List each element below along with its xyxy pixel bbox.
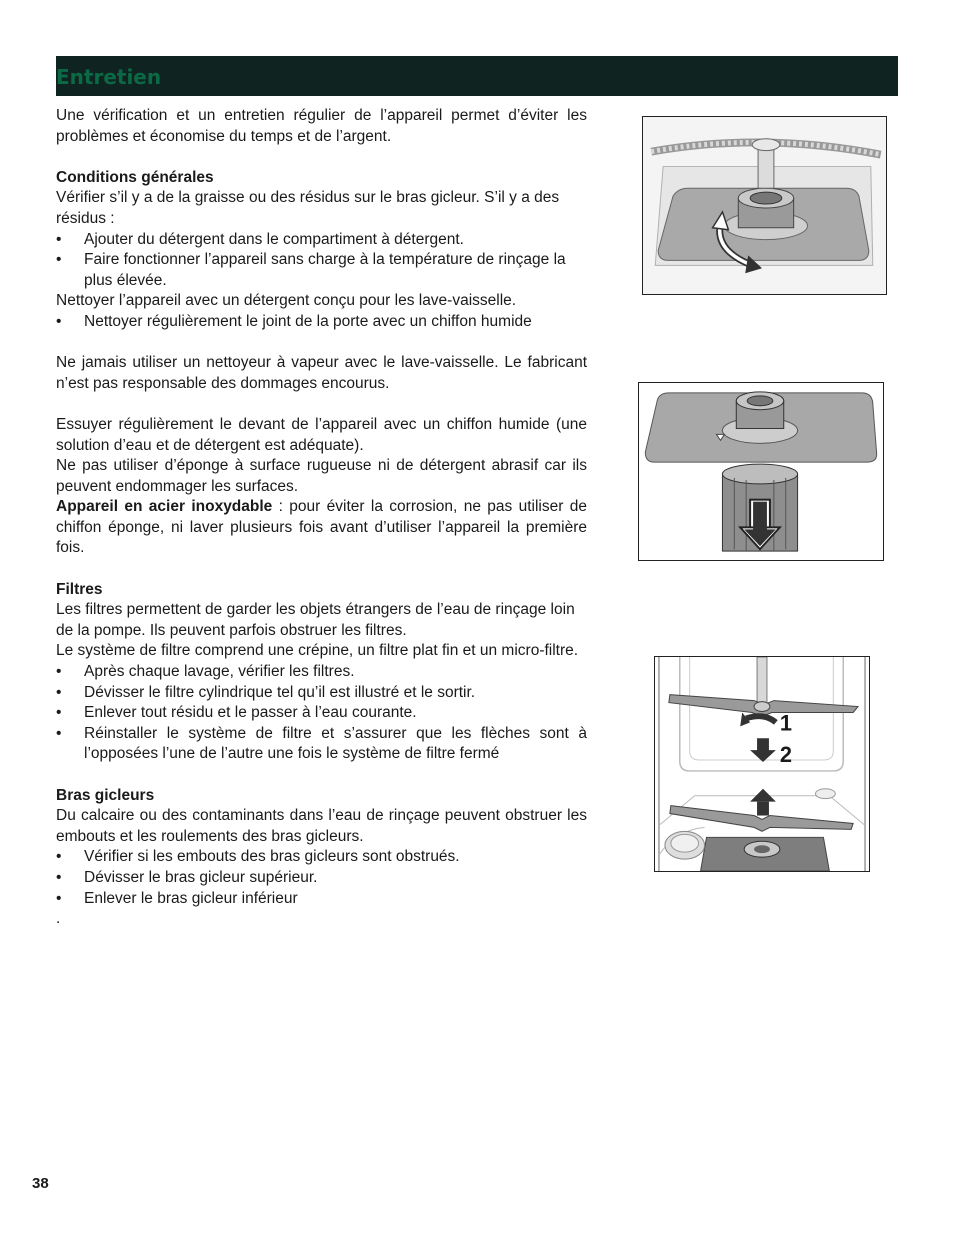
spray-arms-illustration [654,656,870,872]
stainless-paragraph: Appareil en acier inoxydable : pour éviter la corrosion, ne pas utiliser de chiffon éponge, ni laver plusieurs fois avant d’utiliser l’appareil la première fois. [56,498,587,557]
list-item: • Réinstaller le système de filtre et s’assurer que les flèches sont à l’opposées l’une de l’autre une fois le système de filtre fermé [56,724,587,763]
filters-bullet-list [56,662,587,765]
section-title: Entretien [56,65,162,89]
general-heading: Conditions générales [56,168,214,186]
list-item: • Dévisser le filtre cylindrique tel qu’il est illustré et le sortir. [56,683,476,701]
filters-text-1: Les filtres permettent de garder les objets étrangers de l’eau de rinçage loin de la pompe. Ils peuvent parfois obstruer les filtres. [56,601,575,639]
intro-paragraph: Une vérification et un entretien régulier de l’appareil permet d’éviter les problèmes et économise du temps et de l’argent. [56,107,587,145]
filter-unscrew-illustration [642,116,887,295]
general-text-2: Nettoyer l’appareil avec un détergent conçu pour les lave-vaisselle. [56,292,517,310]
list-item: • Vérifier si les embouts des bras gicleurs sont obstrués. [56,848,460,866]
filter-removal-drawing [639,383,883,560]
filter-unscrew-drawing [643,117,886,294]
step-2-label: 2 [779,742,792,768]
steam-warning: Ne jamais utiliser un nettoyeur à vapeur avec le lave-vaisselle. Le fabricant n’est pas responsable des dommages encourus. [56,354,587,392]
spray-arms-drawing [655,657,869,871]
filters-text-2: Le système de filtre comprend une crépine, un filtre plat fin et un micro-filtre. [56,642,579,660]
page-number: 38 [32,1175,49,1192]
front-clean-paragraph: Essuyer régulièrement le devant de l’appareil avec un chiffon humide (une solution d’eau et de détergent est adéquate). [56,415,587,454]
spray-arms-text: Du calcaire ou des contaminants dans l’eau de rinçage peuvent obstruer les embouts et les roulements des bras gicleurs. [56,807,587,845]
general-text-1: Vérifier s’il y a de la graisse ou des résidus sur le bras gicleur. S’il y a des résidus : [56,189,560,227]
no-sponge-paragraph: Ne pas utiliser d’éponge à surface rugueuse ni de détergent abrasif car ils peuvent endommager les surfaces. [56,457,587,495]
list-item: • Ajouter du détergent dans le compartiment à détergent. [56,230,464,248]
list-item: • Faire fonctionner l’appareil sans charge à la température de rinçage la plus élevée. [56,251,566,289]
list-item: • Nettoyer régulièrement le joint de la porte avec un chiffon humide [56,312,532,330]
main-text-column [56,106,587,930]
list-item: • Enlever le bras gicleur inférieur [56,889,298,907]
spray-arms-bullet-list [56,847,587,909]
list-item: • Après chaque lavage, vérifier les filtres. [56,663,355,681]
general-bullet-list-2 [56,312,587,333]
spray-arms-heading: Bras gicleurs [56,786,155,804]
section-header-bar [56,56,898,96]
filters-heading: Filtres [56,580,103,598]
step-1-label: 1 [779,710,792,736]
general-bullet-list [56,230,587,292]
trailing-period: . [56,910,61,928]
list-item: • Enlever tout résidu et le passer à l’eau courante. [56,704,417,722]
list-item: • Dévisser le bras gicleur supérieur. [56,868,318,886]
filter-removal-illustration [638,382,884,561]
